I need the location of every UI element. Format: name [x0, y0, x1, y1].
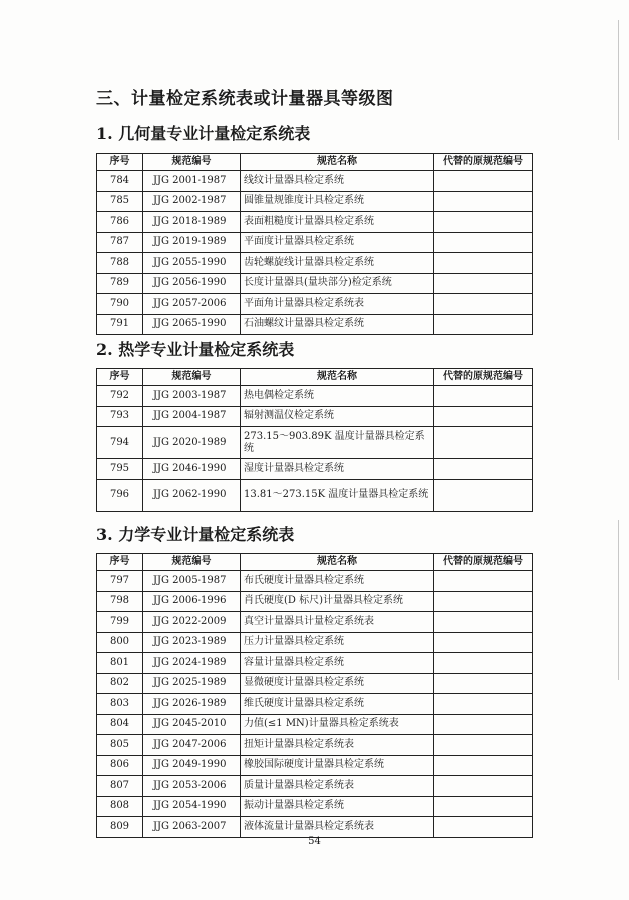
- cell-seq: 786: [97, 212, 143, 233]
- cell-code: JJG 2024-1989: [143, 653, 241, 674]
- header-seq: 序号: [97, 154, 143, 171]
- cell-replaced: [434, 591, 533, 612]
- cell-code: JJG 2063-2007: [143, 817, 241, 838]
- cell-code: JJG 2003-1987: [143, 386, 241, 407]
- cell-code: JJG 2025-1989: [143, 673, 241, 694]
- cell-name: 维氏硬度计量器具检定系统: [241, 694, 434, 715]
- table-row: [97, 632, 533, 653]
- cell-replaced: [434, 796, 533, 817]
- table-header-row: [97, 554, 533, 571]
- cell-code: JJG 2049-1990: [143, 755, 241, 776]
- cell-seq: 798: [97, 591, 143, 612]
- cell-replaced: [434, 817, 533, 838]
- table-row: [97, 406, 533, 427]
- cell-seq: 795: [97, 459, 143, 480]
- cell-name: 273.15～903.89K 温度计量器具检定系统: [241, 427, 434, 459]
- cell-replaced: [434, 212, 533, 233]
- cell-seq: 809: [97, 817, 143, 838]
- cell-seq: 799: [97, 612, 143, 633]
- table-row: [97, 755, 533, 776]
- cell-replaced: [434, 386, 533, 407]
- table-row: [97, 273, 533, 294]
- cell-replaced: [434, 191, 533, 212]
- table-row: [97, 191, 533, 212]
- table-header-row: [97, 369, 533, 386]
- cell-code: JJG 2020-1989: [143, 427, 241, 459]
- cell-code: JJG 2053-2006: [143, 776, 241, 797]
- cell-replaced: [434, 314, 533, 335]
- cell-seq: 806: [97, 755, 143, 776]
- subsection-title-geometry: 1. 几何量专业计量检定系统表: [96, 124, 311, 143]
- table-row: [97, 294, 533, 315]
- section-heading: 三、计量检定系统表或计量器具等级图: [96, 89, 394, 109]
- subsection-title-mechanics: 3. 力学专业计量检定系统表: [96, 525, 295, 544]
- table-row: [97, 653, 533, 674]
- table-row: [97, 714, 533, 735]
- cell-code: JJG 2047-2006: [143, 735, 241, 756]
- header-name: 规范名称: [241, 154, 434, 171]
- cell-seq: 807: [97, 776, 143, 797]
- scan-edge-mark: [618, 520, 619, 680]
- header-name: 规范名称: [241, 554, 434, 571]
- cell-seq: 803: [97, 694, 143, 715]
- table-row: [97, 612, 533, 633]
- cell-replaced: [434, 427, 533, 459]
- cell-seq: 791: [97, 314, 143, 335]
- cell-replaced: [434, 171, 533, 192]
- table-row: [97, 459, 533, 480]
- cell-name: 圆锥量规锥度计具检定系统: [241, 191, 434, 212]
- cell-code: JJG 2002-1987: [143, 191, 241, 212]
- cell-name: 质量计量器具检定系统表: [241, 776, 434, 797]
- cell-code: JJG 2056-1990: [143, 273, 241, 294]
- cell-seq: 794: [97, 427, 143, 459]
- header-code: 规范编号: [143, 154, 241, 171]
- cell-replaced: [434, 232, 533, 253]
- table-row: [97, 386, 533, 407]
- cell-code: JJG 2065-1990: [143, 314, 241, 335]
- cell-seq: 790: [97, 294, 143, 315]
- cell-replaced: [434, 612, 533, 633]
- cell-replaced: [434, 755, 533, 776]
- cell-replaced: [434, 673, 533, 694]
- cell-code: JJG 2045-2010: [143, 714, 241, 735]
- cell-name: 辐射测温仪检定系统: [241, 406, 434, 427]
- table-row: [97, 427, 533, 459]
- table-geometry: [96, 153, 533, 335]
- cell-replaced: [434, 735, 533, 756]
- cell-name: 石油螺纹计量器具检定系统: [241, 314, 434, 335]
- cell-replaced: [434, 571, 533, 592]
- cell-name: 真空计量器具计量检定系统表: [241, 612, 434, 633]
- cell-replaced: [434, 694, 533, 715]
- table-row: [97, 314, 533, 335]
- cell-code: JJG 2026-1989: [143, 694, 241, 715]
- cell-name: 齿轮螺旋线计量器具检定系统: [241, 253, 434, 274]
- cell-replaced: [434, 253, 533, 274]
- header-replaced: 代替的原规范编号: [434, 154, 533, 171]
- cell-seq: 793: [97, 406, 143, 427]
- cell-replaced: [434, 294, 533, 315]
- cell-code: JJG 2019-1989: [143, 232, 241, 253]
- cell-code: JJG 2004-1987: [143, 406, 241, 427]
- cell-seq: 808: [97, 796, 143, 817]
- cell-name: 平面度计量器具检定系统: [241, 232, 434, 253]
- table-row: [97, 673, 533, 694]
- header-code: 规范编号: [143, 369, 241, 386]
- cell-code: JJG 2023-1989: [143, 632, 241, 653]
- cell-replaced: [434, 459, 533, 480]
- cell-seq: 802: [97, 673, 143, 694]
- table-row: [97, 694, 533, 715]
- table-mechanics: [96, 553, 533, 838]
- table-row: [97, 591, 533, 612]
- cell-code: JJG 2046-1990: [143, 459, 241, 480]
- header-replaced: 代替的原规范编号: [434, 369, 533, 386]
- cell-replaced: [434, 273, 533, 294]
- cell-name: 力值(≤1 MN)计量器具检定系统表: [241, 714, 434, 735]
- cell-code: JJG 2055-1990: [143, 253, 241, 274]
- cell-code: JJG 2057-2006: [143, 294, 241, 315]
- cell-seq: 800: [97, 632, 143, 653]
- cell-name: 长度计量器具(量块部分)检定系统: [241, 273, 434, 294]
- cell-code: JJG 2062-1990: [143, 479, 241, 511]
- table-row: [97, 571, 533, 592]
- cell-replaced: [434, 406, 533, 427]
- cell-seq: 784: [97, 171, 143, 192]
- cell-seq: 785: [97, 191, 143, 212]
- cell-seq: 796: [97, 479, 143, 511]
- cell-replaced: [434, 714, 533, 735]
- cell-seq: 787: [97, 232, 143, 253]
- table-row: [97, 776, 533, 797]
- cell-name: 显微硬度计量器具检定系统: [241, 673, 434, 694]
- table-row: [97, 479, 533, 511]
- table-row: [97, 171, 533, 192]
- cell-code: JJG 2001-1987: [143, 171, 241, 192]
- cell-seq: 789: [97, 273, 143, 294]
- table-header-row: [97, 154, 533, 171]
- cell-name: 肖氏硬度(D 标尺)计量器具检定系统: [241, 591, 434, 612]
- cell-name: 布氏硬度计量器具检定系统: [241, 571, 434, 592]
- cell-name: 线纹计量器具检定系统: [241, 171, 434, 192]
- cell-name: 液体流量计量器具检定系统表: [241, 817, 434, 838]
- scan-edge-mark: [618, 20, 619, 140]
- cell-seq: 788: [97, 253, 143, 274]
- cell-name: 湿度计量器具检定系统: [241, 459, 434, 480]
- table-row: [97, 212, 533, 233]
- cell-name: 压力计量器具检定系统: [241, 632, 434, 653]
- cell-name: 振动计量器具检定系统: [241, 796, 434, 817]
- cell-code: JJG 2054-1990: [143, 796, 241, 817]
- table-row: [97, 253, 533, 274]
- cell-name: 13.81～273.15K 温度计量器具检定系统: [241, 479, 434, 511]
- cell-name: 平面角计量器具检定系统表: [241, 294, 434, 315]
- cell-code: JJG 2005-1987: [143, 571, 241, 592]
- cell-name: 表面粗糙度计量器具检定系统: [241, 212, 434, 233]
- page-number: 54: [308, 836, 321, 847]
- cell-replaced: [434, 653, 533, 674]
- cell-code: JJG 2006-1996: [143, 591, 241, 612]
- table-row: [97, 232, 533, 253]
- cell-seq: 805: [97, 735, 143, 756]
- cell-seq: 804: [97, 714, 143, 735]
- cell-seq: 801: [97, 653, 143, 674]
- cell-name: 扭矩计量器具检定系统表: [241, 735, 434, 756]
- table-row: [97, 796, 533, 817]
- header-seq: 序号: [97, 554, 143, 571]
- cell-code: JJG 2018-1989: [143, 212, 241, 233]
- cell-replaced: [434, 479, 533, 511]
- header-name: 规范名称: [241, 369, 434, 386]
- cell-seq: 792: [97, 386, 143, 407]
- subsection-title-thermal: 2. 热学专业计量检定系统表: [96, 340, 295, 359]
- cell-code: JJG 2022-2009: [143, 612, 241, 633]
- cell-name: 热电偶检定系统: [241, 386, 434, 407]
- table-row: [97, 735, 533, 756]
- cell-seq: 797: [97, 571, 143, 592]
- header-code: 规范编号: [143, 554, 241, 571]
- cell-replaced: [434, 776, 533, 797]
- table-row: [97, 817, 533, 838]
- cell-name: 容量计量器具检定系统: [241, 653, 434, 674]
- header-seq: 序号: [97, 369, 143, 386]
- header-replaced: 代替的原规范编号: [434, 554, 533, 571]
- table-thermal: [96, 368, 533, 512]
- cell-name: 橡胶国际硬度计量器具检定系统: [241, 755, 434, 776]
- cell-replaced: [434, 632, 533, 653]
